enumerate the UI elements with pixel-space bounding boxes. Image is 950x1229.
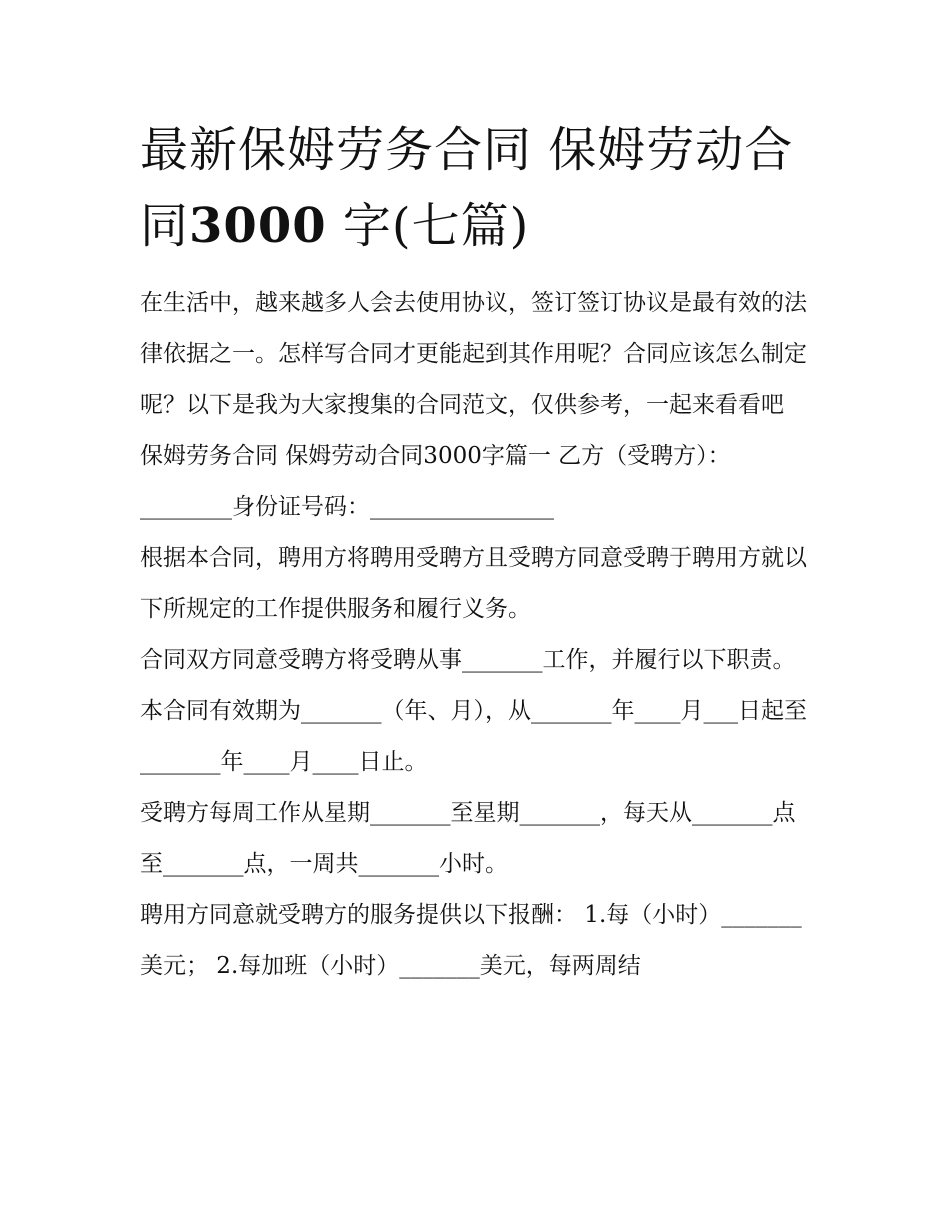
title-line-1: 最新保姆劳务合同 保姆劳动合 [140,122,794,178]
party-b-paragraph: 保姆劳务合同 保姆劳动合同3000字篇一 乙方（受聘方）：________身份证号码：________________ [140,443,731,520]
document-page [140,112,812,992]
agreement-paragraph: 根据本合同，聘用方将聘用受聘方且受聘方同意受聘于聘用方就以下所规定的工作提供服务和履行义务。 [140,545,807,622]
intro-paragraph: 在生活中，越来越多人会去使用协议，签订签订协议是最有效的法律依据之一。怎样写合同才更能起到其作用呢？合同应该怎么制定呢？以下是我为大家搜集的合同范文，仅供参考，一起来看看吧 [140,290,807,418]
title-number: 3000 [189,198,327,254]
pay-paragraph: 聘用方同意就受聘方的服务提供以下报酬： 1.每（小时）_______美元； 2.每加班（小时）_______美元，每两周结 [140,902,802,979]
document-title [140,112,812,264]
duties-paragraph: 合同双方同意受聘方将受聘从事_______工作，并履行以下职责。 [140,647,796,673]
term-paragraph: 本合同有效期为_______（年、月），从_______年____月___日起至_______年____月____日止。 [140,698,807,775]
hours-paragraph: 受聘方每周工作从星期_______至星期_______，每天从_______点至_______点，一周共_______小时。 [140,800,796,877]
title-line-2-end: 字(七篇) [326,198,530,254]
title-line-2-start: 同 [140,198,190,254]
